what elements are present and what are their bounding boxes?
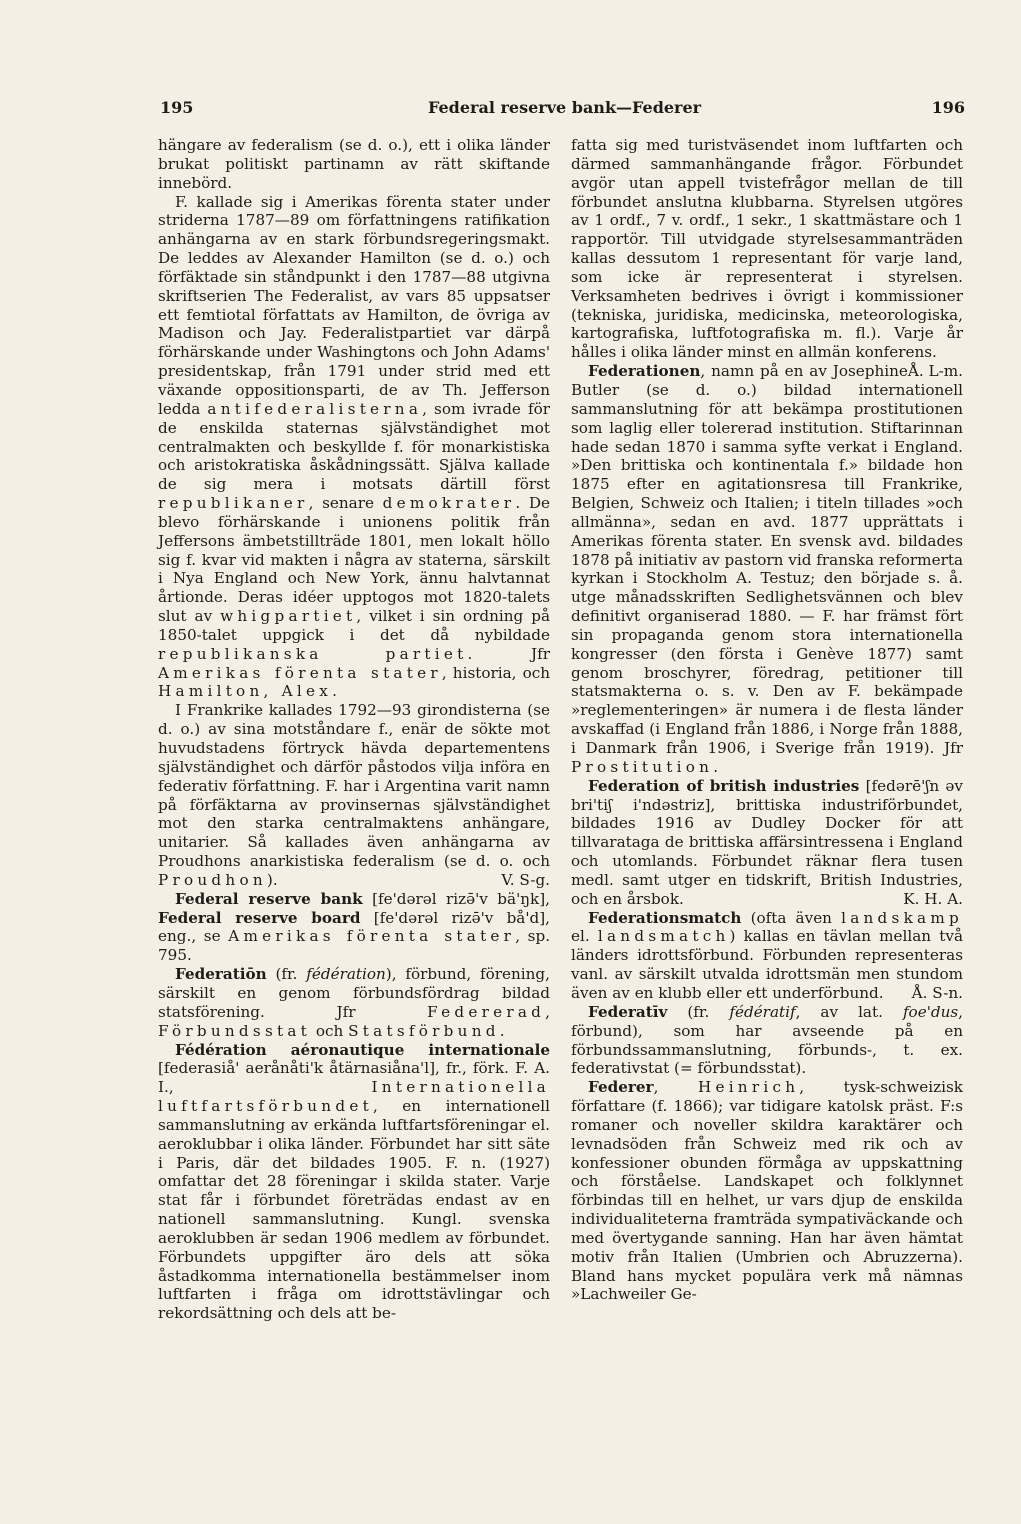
entry-federation-aeronautique: Fédération aéronautique internationale [federasiå' aerånåti'k åtärnasiåna'l], fr., förk. F. A. I., Internationella luftfartsförbundet, en internationell sammanslutning av erkända luftfartsföreningar el. aeroklubbar i olika länder. Förbundet har sitt säte i Paris, där det bildades 1905. F. n. (1927) omfattar det 28 föreningar i skilda stater. Varje stat får i förbundet företrädas endast av en nationell sammanslutning. Kungl. svenska aeroklubben är sedan 1906 medlem av förbundet. Förbundets uppgifter äro dels att söka åstadkomma internationella bestämmelser inom luftfarten i fråga om idrottstävlingar och rekordsättning och dels att be- <box>158 1040 550 1323</box>
headword: Federation of british industries <box>588 776 860 795</box>
right-column <box>571 136 963 1304</box>
author-signature: K. H. A. <box>903 889 963 908</box>
headword: Federatīv <box>588 1002 668 1021</box>
author-signature: Å. S-n. <box>911 983 963 1002</box>
entry-federativ: Federatīv (fr. fédératif, av lat. foe'dus, förbund), som har avseende på en förbundssammanslutning, förbunds-, t. ex. federativstat (= förbundsstat). <box>571 1002 963 1078</box>
entry-paragraph: F. kallade sig i Amerikas förenta stater under striderna 1787—89 om författningens ratifikation anhängarna av en stark förbundsregeringsmakt. De leddes av Alexander Hamilton (se d. o.) och förfäktade sin ståndpunkt i den 1787—88 utgivna skriftserien The Federalist, av vars 85 uppsatser ett femtiotal författats av Hamilton, de övriga av Madison och Jay. Federalistpartiet var därpå förhärskande under Washingtons och John Adams' presidentskap, från 1791 under strid med ett växande oppositionsparti, de av Th. Jefferson ledda antifederalisterna, som ivrade för de enskilda staternas självständighet mot centralmakten och beskyllde f. för monarkistiska och aristokratiska åskådningssätt. Själva kallade de sig mera i motsats därtill först republikaner, senare demokrater. De blevo förhärskande i unionens politik från Jeffersons ämbetstillträde 1801, men lokalt höllo sig f. kvar vid makten i några av staterna, särskilt i Nya England och New York, ännu halvtannat årtionde. Deras idéer upptogos mot 1820-talets slut av whigpartiet, vilket i sin ordning på 1850-talet uppgick i det då nybildade republikanska partiet. Jfr Amerikas förenta stater, historia, och Hamilton, Alex. <box>158 192 551 701</box>
headword: Federatiōn <box>175 965 267 984</box>
headword: Federationsmatch <box>588 908 742 927</box>
entry-continuation: hängare av federalism (se d. o.), ett i olika länder brukat politiskt partinamn av rätt skiftande innebörd. <box>158 136 550 192</box>
headword: Federationen <box>588 362 701 381</box>
running-head <box>160 98 965 122</box>
entry-federationsmatch: Federationsmatch (ofta även landskamp el. landsmatch) kallas en tävlan mellan två länders idrottsförbund. Förbunden representeras vanl. av särskilt utvalda idrottsmän men stundom även av en klubb eller ett underförbund. Å. S-n. <box>571 908 964 1002</box>
entry-continuation: fatta sig med turistväsendet inom luftfarten och därmed sammanhängande frågor. Förbundet avgör utan appell tvistefrågor mellan de till förbundet anslutna klubbarna. Styrelsen utgöres av 1 ordf., 7 v. ordf., 1 sekr., 1 skattmästare och 1 rapportör. Till utvidgade styrelsesammanträden kallas dessutom 1 representant för varje land, som icke är representerat i styrelsen. Verksamheten bedrives i övrigt i kommissioner (tekniska, juridiska, medicinska, meteorologiska, kartografiska, luftfotografiska m. fl.). Varje år hålles i olika länder minst en allmän konferens. Å. L-m. <box>571 136 963 381</box>
author-signature: Å. L-m. <box>907 362 963 381</box>
entry-federation: Federatiōn (fr. fédération), förbund, förening, särskilt en genom förbundsfördrag bildad statsförening. Jfr Federerad, Förbundsstat och Statsförbund. <box>158 965 550 1040</box>
running-head-title: Federal reserve bank—Federer <box>428 98 702 117</box>
entry-federal-reserve: Federal reserve bank [fe'dərəl rizə̄'v bä'ŋk], Federal reserve board [fe'dərəl rizə̄'v bå'd], eng., se Amerikas förenta stater, sp. 795. <box>158 889 551 965</box>
headword: Federer <box>588 1078 654 1097</box>
page-number-right: 196 <box>931 98 965 117</box>
headword: Fédération aéronautique internationale <box>175 1040 550 1059</box>
left-column <box>158 136 550 1323</box>
author-signature: V. S-g. <box>501 870 550 889</box>
entry-federation-british-industries: Federation of british industries [fedərē'ʃn əv bri'tiʃ i'ndəstriz], brittiska industriförbundet, bildades 1916 av Dudley Docker för att tillvarataga de brittiska affärsintressena i England och utomlands. Förbundet räknar flera tusen medl. samt utger en tidskrift, British Industries, och en årsbok. K. H. A. <box>571 776 963 908</box>
entry-federer: Federer, Heinrich, tysk-schweizisk författare (f. 1866); var tidigare katolsk präst. F:s romaner och noveller skildra karaktärer och levnadsöden från Schweiz med rik och av konfessioner obunden förmåga av uppskattning och förståelse. Landskapet och folklynnet förbindas till en helhet, ur vars djup de enskilda individualiteterna framträda sympativäckande och med övertygande sanning. Han har även hämtat motiv från Italien (Umbrien och Abruzzerna). Bland hans mycket populära verk må nämnas »Lachweiler Ge- <box>571 1078 963 1304</box>
page-number-left: 195 <box>160 98 194 117</box>
headword: Federal reserve bank <box>175 889 363 908</box>
entry-federationen: Federationen, namn på en av Josephine Butler (se d. o.) bildad internationell sammanslutning för att bekämpa prostitutionen som laglig eller tolererad institution. Stiftarinnan hade sedan 1870 i samma syfte verkat i England. »Den brittiska och kontinentala f.» bildade hon 1875 efter en agitationsresa till Frankrike, Belgien, Schweiz och Italien; i titeln tillades »och allmänna», sedan en avd. 1877 upprättats i Amerikas förenta stater. En svensk avd. bildades 1878 på initiativ av pastorn vid franska reformerta kyrkan i Stockholm A. Testuz; den började s. å. utge månadsskriften Sedlighetsvännen och blev definitivt organiserad 1880. — F. har främst fört sin propaganda genom stora internationella kongresser (den första i Genève 1877) samt genom broschyrer, föredrag, petitioner till statsmakterna o. s. v. Den av F. bekämpade »reglementeringen» är numera i de flesta länder avskaffad (i England från 1886, i Norge från 1888, i Danmark från 1906, i Sverige från 1919). Jfr Prostitution. <box>571 362 963 776</box>
entry-paragraph: I Frankrike kallades 1792—93 girondisterna (se d. o.) av sina motståndare f., enär de sökte mot huvudstadens förtryck hävda departementens självständighet och därför påstodos vilja införa en federativ författning. F. har i Argentina varit namn på förfäktarna av provinsernas självständighet mot den starka centralmaktens anhängare, unitarier. Så kallades även anhängarna av Proudhons anarkistiska federalism (se d. o. och Proudhon). V. S-g. <box>158 701 550 889</box>
headword: Federal reserve board <box>158 908 361 927</box>
